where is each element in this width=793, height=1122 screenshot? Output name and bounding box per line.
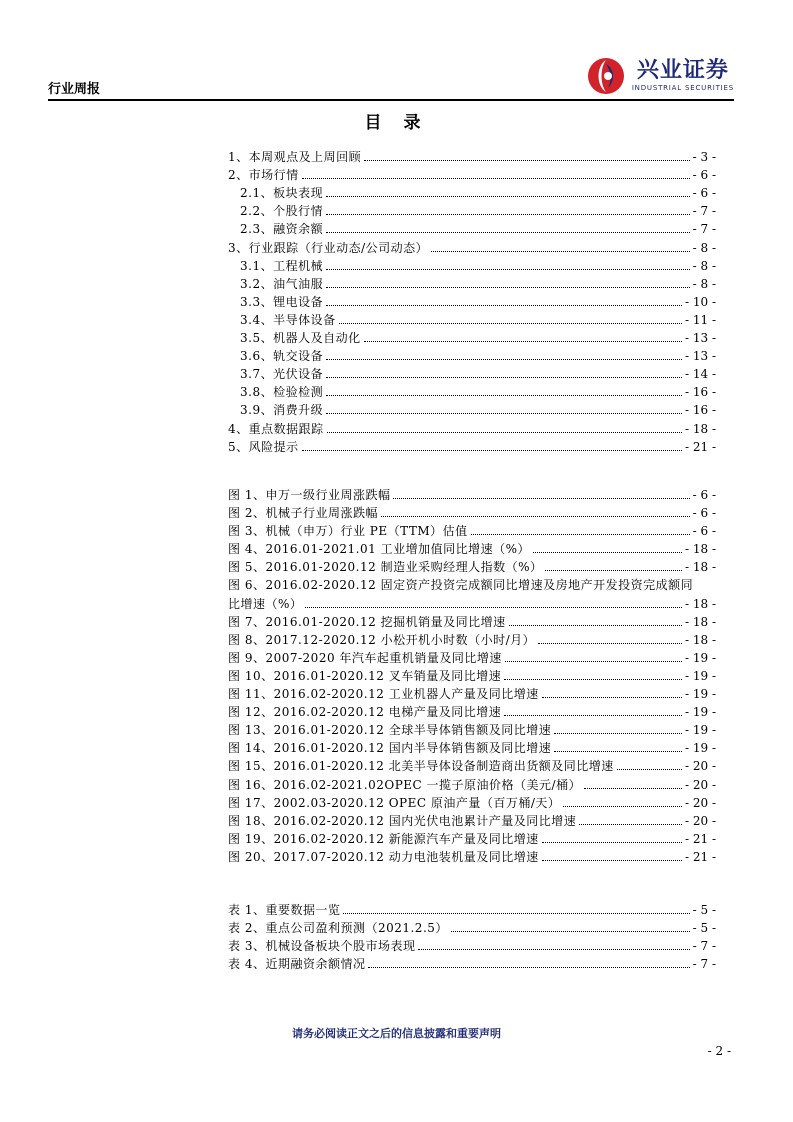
toc-entry[interactable] <box>240 328 716 346</box>
toc-entry-page: - 19 - <box>684 650 716 665</box>
toc-entry-title: 图 13、2016.01-2020.12 全球半导体销售额及同比增速 <box>228 723 552 738</box>
toc-entry-title: 表 1、重要数据一览 <box>228 903 341 917</box>
toc-entry-title: 图 15、2016.01-2020.12 北美半导体设备制造商出货额及同比增速 <box>228 759 614 774</box>
toc-entry-title: 图 20、2017.07-2020.12 动力电池装机量及同比增速 <box>228 849 539 864</box>
toc-entry[interactable] <box>228 756 716 774</box>
toc-leader-dots <box>471 534 690 535</box>
toc-entry[interactable] <box>228 738 716 756</box>
toc-entry-title: 表 2、重点公司盈利预测（2021.2.5） <box>228 921 448 935</box>
toc-leader-dots <box>368 967 689 968</box>
toc-leader-dots <box>563 806 682 807</box>
toc-entry[interactable] <box>228 829 716 847</box>
toc-entry-title: 表 3、机械设备板块个股市场表现 <box>228 939 416 953</box>
toc-entry-title: 3.9、消费升级 <box>240 403 324 417</box>
toc-entry[interactable] <box>240 183 716 201</box>
toc-leader-dots <box>504 715 682 716</box>
toc-entry-page: - 19 - <box>684 741 716 756</box>
toc-leader-dots <box>326 196 690 197</box>
toc-leader-dots <box>326 305 682 306</box>
toc-entry[interactable] <box>228 419 716 437</box>
toc-entry[interactable] <box>228 485 716 503</box>
toc-entry[interactable] <box>240 274 716 292</box>
toc-leader-dots <box>327 432 682 433</box>
toc-entry-title: 3.3、锂电设备 <box>240 295 324 309</box>
toc-entry-title: 3.7、光伏设备 <box>240 367 324 381</box>
toc-entry-title-line1[interactable]: 图 6、2016.02-2020.12 固定资产投资完成额同比增速及房地产开发投资完成额同 <box>228 577 694 592</box>
toc-entry[interactable] <box>240 219 716 237</box>
toc-leader-dots <box>538 643 682 644</box>
toc-entry[interactable] <box>240 256 716 274</box>
toc-entry-title: 3.4、半导体设备 <box>240 313 336 327</box>
toc-entry-title: 图 12、2016.02-2020.12 电梯产量及同比增速 <box>228 705 502 720</box>
toc-entry-page: - 8 - <box>692 259 716 273</box>
toc-leader-dots <box>364 341 682 342</box>
toc-entry-title: 图 10、2016.01-2020.12 叉车销量及同比增速 <box>228 668 502 683</box>
toc-entry-page: - 5 - <box>692 903 716 917</box>
toc-entry-title: 图 11、2016.02-2020.12 工业机器人产量及同比增速 <box>228 687 539 701</box>
toc-entry[interactable] <box>228 847 716 865</box>
toc-entry-title: 2.1、板块表现 <box>240 186 324 200</box>
toc-title: 目 录 <box>364 113 429 133</box>
toc-entry-page: - 7 - <box>692 222 716 236</box>
toc-leader-dots <box>579 824 682 825</box>
toc-entry-title: 3.8、检验检测 <box>240 385 324 399</box>
toc-leader-dots <box>393 498 689 499</box>
toc-leader-dots <box>542 842 682 843</box>
toc-entry-page: - 19 - <box>684 687 716 701</box>
report-type-label: 行业周报 <box>48 82 101 97</box>
toc-entry-page: - 18 - <box>684 614 716 629</box>
toc-entry-title: 图 19、2016.02-2020.12 新能源汽车产量及同比增速 <box>228 831 539 846</box>
toc-entry-title: 表 4、近期融资余额情况 <box>228 957 366 971</box>
toc-leader-dots <box>343 913 689 914</box>
toc-entry-title: 图 16、2016.02-2021.02OPEC 一揽子原油价格（美元/桶） <box>228 777 582 792</box>
toc-leader-dots <box>364 160 689 161</box>
toc-entry-page: - 13 - <box>684 331 716 345</box>
toc-entry-page: - 14 - <box>684 367 716 381</box>
toc-leader-dots <box>554 733 682 734</box>
toc-entry-title: 3.5、机器人及自动化 <box>240 331 361 345</box>
toc-entry-title: 2.2、个股行情 <box>240 204 324 218</box>
toc-leader-dots <box>326 214 690 215</box>
page-number: - 2 - <box>707 1044 731 1058</box>
logo-english-name: INDUSTRIAL SECURITIES <box>631 84 734 92</box>
toc-leader-dots <box>617 769 682 770</box>
toc-entry-page: - 20 - <box>684 795 716 810</box>
toc-entry-title: 2.3、融资余额 <box>240 222 324 236</box>
toc-entry-title: 2、市场行情 <box>228 168 299 182</box>
company-logo <box>586 56 734 96</box>
toc-entry[interactable] <box>228 648 716 666</box>
toc-entry-page: - 18 - <box>684 596 716 611</box>
toc-leader-dots <box>431 251 689 252</box>
toc-entry[interactable] <box>228 936 716 954</box>
toc-entry-title: 3.1、工程机械 <box>240 259 324 273</box>
toc-leader-dots <box>326 287 690 288</box>
toc-leader-dots <box>509 625 682 626</box>
toc-entry-page: - 6 - <box>692 524 716 539</box>
toc-leader-dots <box>545 570 682 571</box>
toc-leader-dots <box>505 661 682 662</box>
toc-entry[interactable] <box>228 811 716 829</box>
toc-leader-dots <box>381 516 690 517</box>
toc-entry[interactable] <box>228 521 716 539</box>
toc-entry[interactable] <box>228 238 716 256</box>
toc-leader-dots <box>302 178 690 179</box>
toc-entry-page: - 21 - <box>684 849 716 864</box>
toc-entry[interactable] <box>228 630 716 648</box>
industrial-securities-logo-icon <box>586 56 626 96</box>
toc-leader-dots <box>451 931 690 932</box>
toc-entry-page: - 21 - <box>684 440 716 454</box>
toc-entry-title: 图 17、2002.03-2020.12 OPEC 原油产量（百万桶/天） <box>228 795 561 810</box>
toc-entry-title: 图 4、2016.01-2021.01 工业增加值同比增速（%） <box>228 542 530 557</box>
toc-entry-page: - 19 - <box>684 723 716 738</box>
toc-entry[interactable] <box>228 147 716 165</box>
toc-entry-page: - 10 - <box>684 295 716 309</box>
toc-entry-page: - 6 - <box>692 168 716 182</box>
toc-entry-title: 图 8、2017.12-2020.12 小松开机小时数（小时/月） <box>228 632 536 647</box>
toc-leader-dots <box>584 788 682 789</box>
toc-entry-title: 图 14、2016.01-2020.12 国内半导体销售额及同比增速 <box>228 741 552 756</box>
toc-leader-dots <box>504 679 682 680</box>
toc-leader-dots <box>554 751 682 752</box>
logo-chinese-name: 兴业证券 <box>636 58 729 83</box>
toc-entry[interactable] <box>240 364 716 382</box>
toc-entry-page: - 7 - <box>692 957 716 971</box>
toc-entry-page: - 18 - <box>684 422 716 436</box>
toc-leader-dots <box>533 552 682 553</box>
toc-entry-page: - 20 - <box>684 777 716 792</box>
toc-entry[interactable] <box>228 557 716 575</box>
toc-entry-page: - 6 - <box>692 186 716 200</box>
toc-leader-dots <box>302 450 682 451</box>
toc-entry[interactable] <box>240 382 716 400</box>
toc-entry-page: - 8 - <box>692 277 716 291</box>
toc-entry[interactable] <box>228 612 716 630</box>
toc-entry[interactable] <box>228 594 716 612</box>
toc-entry-page: - 19 - <box>684 668 716 683</box>
toc-entry-page: - 20 - <box>684 759 716 774</box>
toc-entry[interactable] <box>240 310 716 328</box>
toc-entry-page: - 13 - <box>684 349 716 363</box>
toc-entry[interactable] <box>228 539 716 557</box>
toc-entry-title: 1、本周观点及上周回顾 <box>228 150 362 164</box>
toc-entry[interactable] <box>228 918 716 936</box>
page-header <box>48 52 734 100</box>
toc-entry-title: 3、行业跟踪（行业动态/公司动态） <box>228 241 429 255</box>
toc-leader-dots <box>305 607 682 608</box>
toc-leader-dots <box>326 413 682 414</box>
toc-entry-page: - 7 - <box>692 204 716 218</box>
toc-entry[interactable] <box>228 437 716 455</box>
toc-entry-title: 比增速（%） <box>228 596 303 611</box>
header-divider <box>48 99 734 101</box>
toc-entry-page: - 7 - <box>692 939 716 953</box>
toc-entry-page: - 8 - <box>692 241 716 255</box>
toc-entry[interactable] <box>228 165 716 183</box>
toc-leader-dots <box>418 949 689 950</box>
toc-entry[interactable] <box>228 900 716 918</box>
toc-entry-title: 图 3、机械（申万）行业 PE（TTM）估值 <box>228 524 468 539</box>
toc-leader-dots <box>326 395 682 396</box>
toc-entry[interactable] <box>228 684 716 702</box>
toc-entry-page: - 19 - <box>684 705 716 720</box>
toc-entry-page: - 6 - <box>692 488 716 502</box>
toc-entry[interactable] <box>228 793 716 811</box>
toc-entry-title: 图 2、机械子行业周涨跌幅 <box>228 506 378 521</box>
toc-leader-dots <box>326 359 682 360</box>
toc-leader-dots <box>542 697 682 698</box>
toc-entry-title: 图 9、2007-2020 年汽车起重机销量及同比增速 <box>228 650 502 665</box>
toc-entry-page: - 20 - <box>684 813 716 828</box>
toc-leader-dots <box>339 323 682 324</box>
toc-entry-page: - 18 - <box>684 632 716 647</box>
toc-entry-page: - 18 - <box>684 560 716 575</box>
toc-entry-title: 4、重点数据跟踪 <box>228 422 324 436</box>
toc-entry[interactable] <box>240 346 716 364</box>
disclaimer-footer: 请务必阅读正文之后的信息披露和重要声明 <box>292 1027 501 1040</box>
toc-leader-dots <box>542 860 682 861</box>
toc-entry-page: - 6 - <box>692 506 716 521</box>
toc-entry[interactable] <box>228 666 716 684</box>
toc-entry-page: - 21 - <box>684 831 716 846</box>
toc-leader-dots <box>326 269 690 270</box>
toc-entry-title: 3.2、油气油服 <box>240 277 324 291</box>
toc-entry[interactable] <box>240 400 716 418</box>
logo-text <box>632 59 734 93</box>
toc-entry[interactable] <box>228 503 716 521</box>
toc-entry-title: 5、风险提示 <box>228 440 299 454</box>
toc-entry-page: - 11 - <box>684 313 716 327</box>
toc-entry-page: - 5 - <box>692 921 716 935</box>
toc-leader-dots <box>326 377 682 378</box>
toc-entry-page: - 16 - <box>684 403 716 417</box>
toc-entry-page: - 3 - <box>692 150 716 164</box>
toc-entry-page: - 16 - <box>684 385 716 399</box>
toc-entry-title: 图 5、2016.01-2020.12 制造业采购经理人指数（%） <box>228 560 543 575</box>
toc-entry[interactable] <box>228 954 716 972</box>
toc-entry-title: 3.6、轨交设备 <box>240 349 324 363</box>
toc-entry-title: 图 1、申万一级行业周涨跌幅 <box>228 488 391 502</box>
toc-entry[interactable] <box>228 775 716 793</box>
toc-entry[interactable] <box>240 201 716 219</box>
toc-entry[interactable] <box>228 702 716 720</box>
toc-entry-page: - 18 - <box>684 542 716 557</box>
toc-entry-title: 图 18、2016.02-2020.12 国内光伏电池累计产量及同比增速 <box>228 813 577 828</box>
toc-entry[interactable] <box>228 720 716 738</box>
toc-entry[interactable] <box>240 292 716 310</box>
toc-leader-dots <box>326 232 690 233</box>
toc-entry-title: 图 7、2016.01-2020.12 挖掘机销量及同比增速 <box>228 614 506 629</box>
